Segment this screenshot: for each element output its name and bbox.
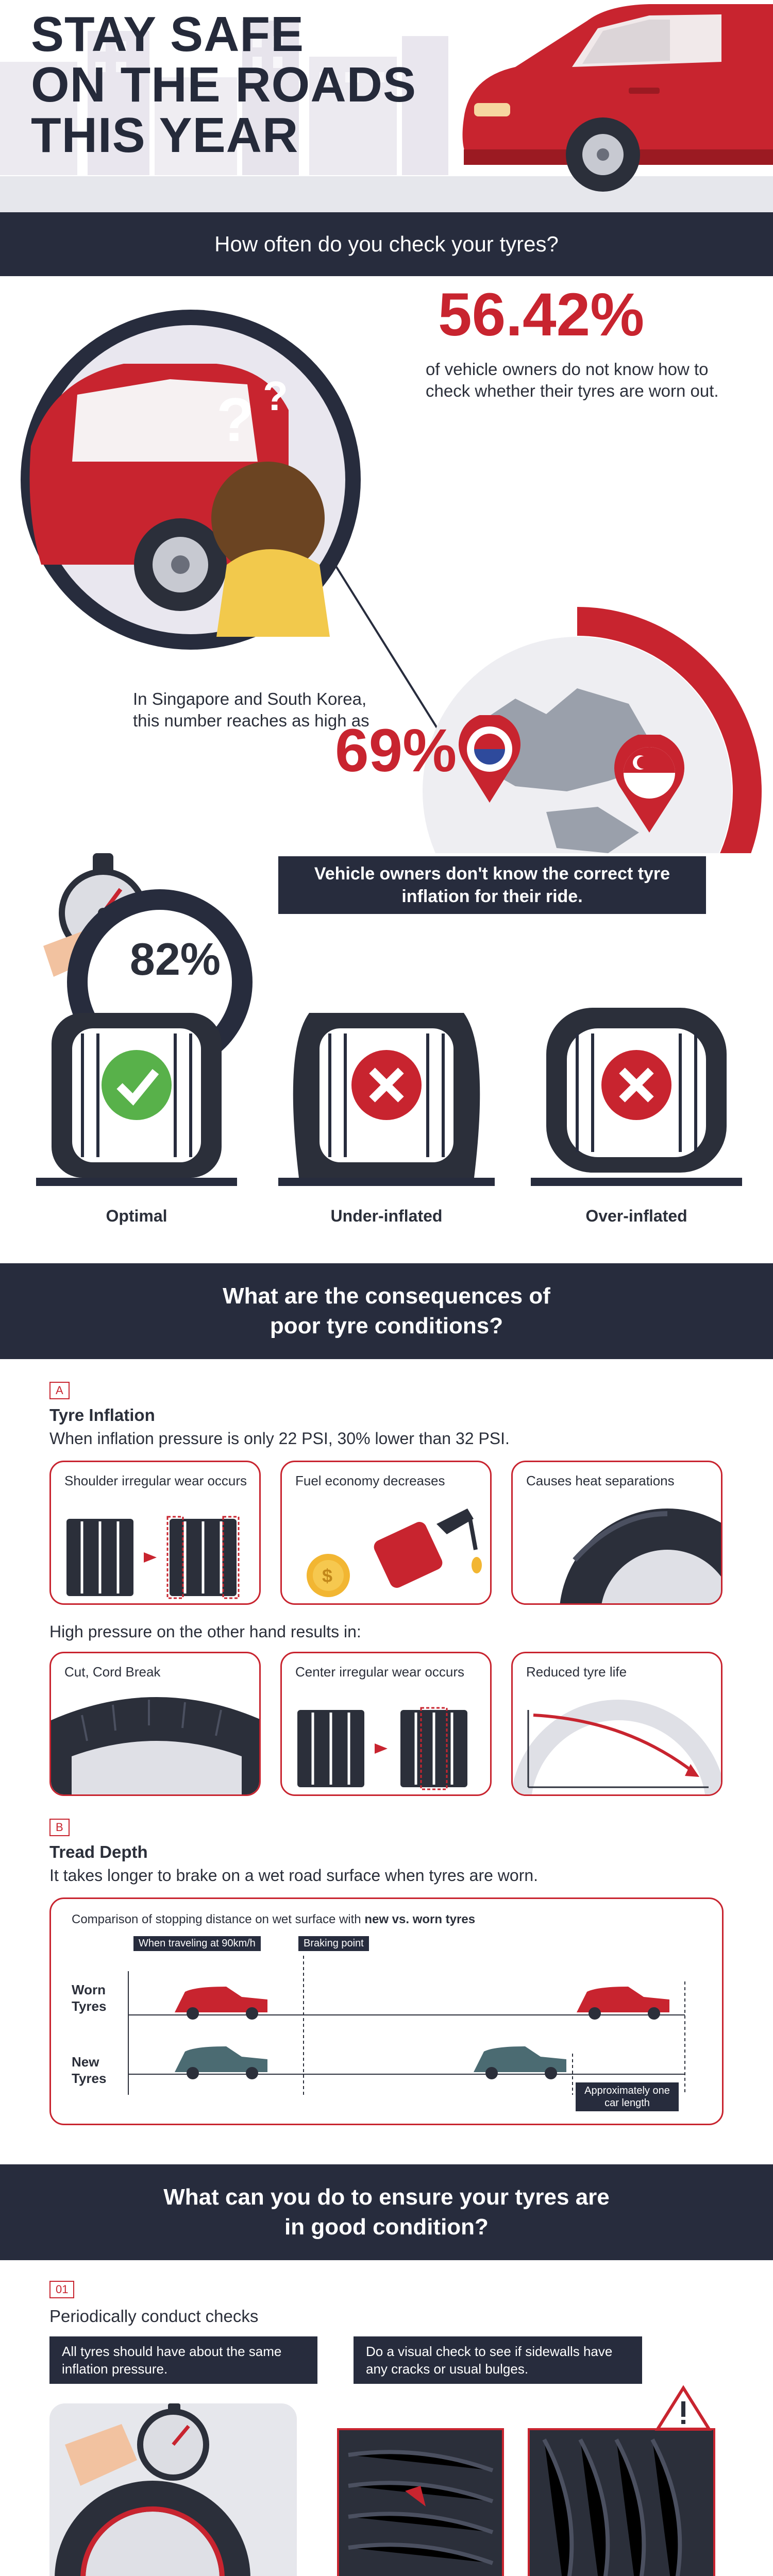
stat-82-ribbon xyxy=(278,856,706,914)
card-cut-cord-break-text: Cut, Cord Break xyxy=(64,1664,161,1680)
section1-heading-bar xyxy=(0,212,773,276)
low-pressure-cards xyxy=(49,1461,724,1605)
tyre-label-over-inflated: Over-inflated xyxy=(585,1207,687,1225)
section2 xyxy=(0,1359,773,2125)
tip1-illustration xyxy=(49,2336,724,2576)
card-fuel-economy xyxy=(280,1461,492,1605)
svg-text:$: $ xyxy=(322,1565,333,1586)
section2-heading-line1: What are the consequences of xyxy=(223,1283,550,1309)
row-worn-tyres: Worn Tyres xyxy=(72,1982,107,2014)
stat-82-text: Vehicle owners don't know the correct tyre inflation for their ride. xyxy=(314,864,670,906)
stat-82-value: 82% xyxy=(129,934,221,985)
note-one-car-length: Approximately one car length xyxy=(576,2082,679,2111)
section1 xyxy=(0,276,773,1232)
section3 xyxy=(0,2260,773,2576)
card-center-wear-text: Center irregular wear occurs xyxy=(295,1664,465,1680)
comparison-title-pre: Comparison of stopping distance on wet surface with xyxy=(72,1912,365,1926)
section2-heading-line2: poor tyre conditions? xyxy=(270,1313,503,1338)
tyre-inflation-title: Tyre Inflation xyxy=(49,1405,155,1425)
tyre-inflation-illustrations xyxy=(0,987,773,1204)
tread-depth-desc: It takes longer to brake on a wet road surface when tyres are worn. xyxy=(49,1866,539,1885)
tyre-inflation-row xyxy=(0,987,773,1229)
tyre-label-under-inflated: Under-inflated xyxy=(330,1207,443,1225)
high-pressure-cards xyxy=(49,1652,724,1796)
stat-56-text: of vehicle owners do not know how to check whether their tyres are worn out. xyxy=(426,360,719,400)
tip1-tag: 01 xyxy=(49,2281,74,2298)
hero-title-line1: STAY SAFE xyxy=(31,7,305,62)
label-braking-point: Braking point xyxy=(298,1936,369,1951)
row-new-tyres: New Tyres xyxy=(72,2054,107,2086)
part-a-tag: A xyxy=(49,1382,70,1399)
card-reduced-tyre-life-text: Reduced tyre life xyxy=(526,1664,627,1680)
card-center-wear xyxy=(280,1652,492,1796)
stat-69-text: In Singapore and South Korea, this number reaches as high as xyxy=(133,689,369,730)
hero-title-line2: ON THE ROADS xyxy=(31,57,417,112)
tip1-title: Periodically conduct checks xyxy=(49,2307,259,2326)
red-car-illustration xyxy=(433,0,773,196)
card-heat-separations-text: Causes heat separations xyxy=(526,1473,675,1488)
card-shoulder-wear-text: Shoulder irregular wear occurs xyxy=(64,1473,247,1488)
hero-title-line3: THIS YEAR xyxy=(31,108,299,163)
section2-heading-bar xyxy=(0,1263,773,1359)
card-cut-cord-break xyxy=(49,1652,261,1796)
tip1-note2: Do a visual check to see if sidewalls have any cracks or usual bulges. xyxy=(354,2336,642,2384)
card-fuel-economy-text: Fuel economy decreases xyxy=(295,1473,445,1488)
tip1-note1: All tyres should have about the same inflation pressure. xyxy=(49,2336,317,2384)
south-korea-flag-pin-icon xyxy=(453,715,526,808)
part-b-tag: B xyxy=(49,1819,70,1836)
stat-69-value: 69% xyxy=(335,717,457,785)
label-speed: When traveling at 90km/h xyxy=(133,1936,261,1951)
tread-depth-title: Tread Depth xyxy=(49,1842,148,1861)
card-shoulder-wear xyxy=(49,1461,261,1605)
tip1-checks-illustration xyxy=(49,2383,724,2576)
stat-56-value: 56.42% xyxy=(438,281,645,349)
hero xyxy=(0,0,773,212)
section3-heading-line2: in good condition? xyxy=(284,2214,489,2240)
card-heat-separations xyxy=(511,1461,722,1605)
section3-heading-line1: What can you do to ensure your tyres are xyxy=(163,2184,610,2210)
card-reduced-tyre-life xyxy=(511,1652,722,1796)
singapore-flag-pin-icon xyxy=(608,735,691,838)
svg-text:?: ? xyxy=(216,385,255,454)
section1-heading: How often do you check your tyres? xyxy=(214,232,559,256)
tyre-label-optimal: Optimal xyxy=(106,1207,167,1225)
high-pressure-intro: High pressure on the other hand results in: xyxy=(49,1622,361,1641)
comparison-title-bold: new vs. worn tyres xyxy=(364,1912,476,1926)
tyre-inflation-desc: When inflation pressure is only 22 PSI, 30% lower than 32 PSI. xyxy=(49,1429,510,1448)
stopping-distance-comparison xyxy=(49,1897,724,2125)
section3-heading-bar xyxy=(0,2164,773,2260)
svg-text:?: ? xyxy=(263,373,288,419)
hero-title xyxy=(31,9,416,161)
